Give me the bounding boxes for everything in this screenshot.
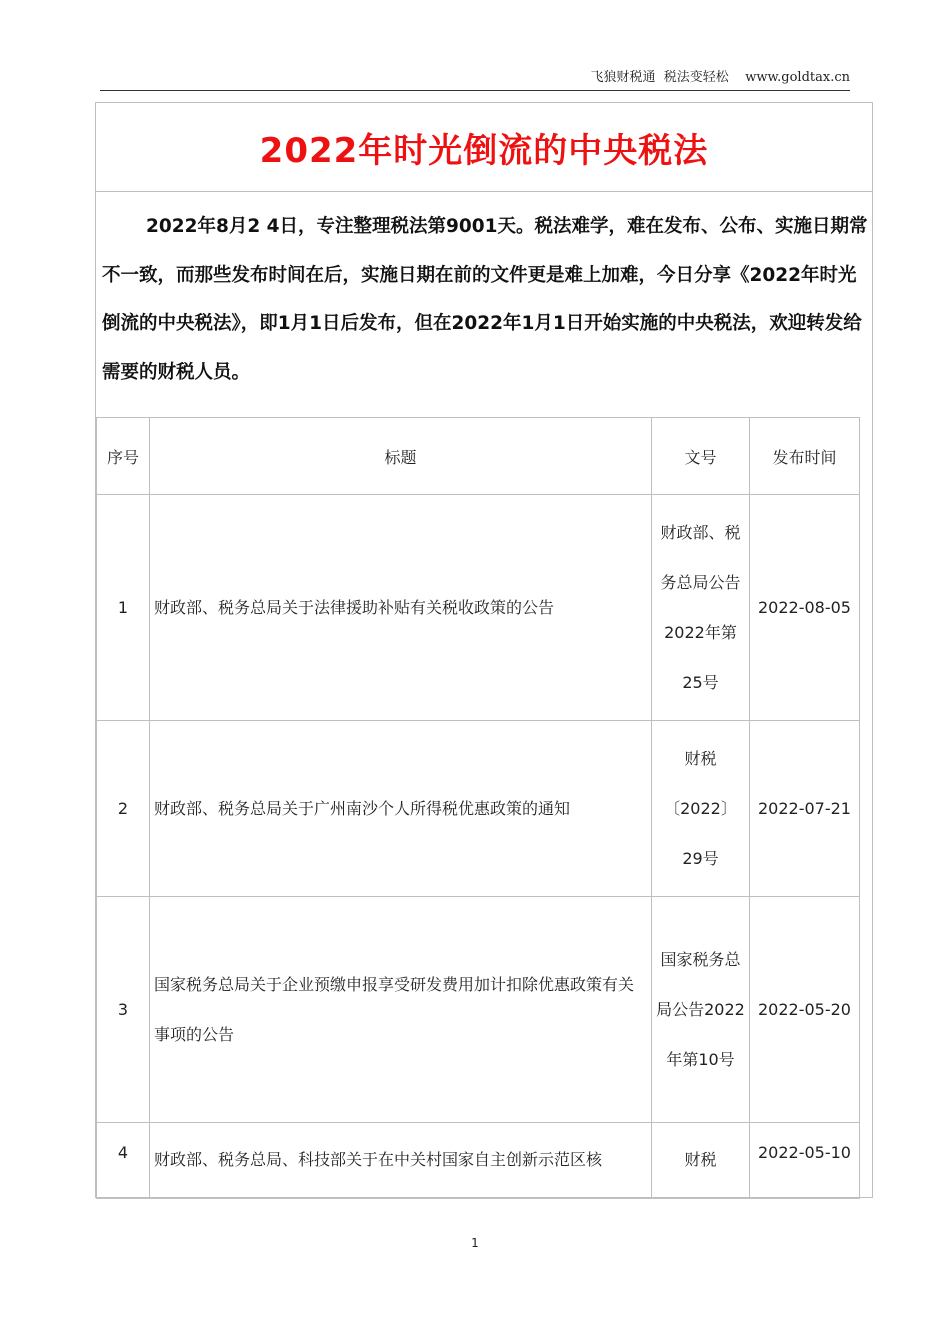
header-title: 标题 <box>150 418 652 495</box>
row-doc: 财税〔2022〕29号 <box>652 721 750 897</box>
header-brand: 飞狼财税通 <box>590 70 656 85</box>
header-slogan: 税法变轻松 <box>663 70 729 85</box>
table-row <box>97 721 860 897</box>
document-title: 2022年时光倒流的中央税法 <box>259 130 709 171</box>
row-doc: 财政部、税务总局公告2022年第25号 <box>652 495 750 721</box>
table-row <box>97 1123 860 1199</box>
header-rule <box>100 90 850 91</box>
page-header <box>590 66 850 85</box>
header-no: 序号 <box>97 418 150 495</box>
row-date: 2022-05-10 <box>750 1123 860 1199</box>
row-date: 2022-08-05 <box>750 495 860 721</box>
header-doc: 文号 <box>652 418 750 495</box>
intro-paragraph: 2022年8月2 4日，专注整理税法第9001天。税法难学，难在发布、公布、实施日期常不一致，而那些发布时间在后，实施日期在前的文件更是难上加难，今日分享《2022年时光倒流的中央税法》，即1月1日后发布，但在2022年1月1日开始实施的中央税法，欢迎转发给需要的财税人员。 <box>102 216 868 383</box>
row-date: 2022-05-20 <box>750 897 860 1123</box>
row-title: 国家税务总局关于企业预缴申报享受研发费用加计扣除优惠政策有关事项的公告 <box>150 897 652 1123</box>
title-box <box>96 103 872 192</box>
row-no: 4 <box>97 1123 150 1199</box>
row-no: 3 <box>97 897 150 1123</box>
law-table <box>96 417 860 1199</box>
row-title: 财政部、税务总局关于广州南沙个人所得税优惠政策的通知 <box>150 721 652 897</box>
header-website: www.goldtax.cn <box>745 70 850 85</box>
table-row <box>97 495 860 721</box>
row-no: 2 <box>97 721 150 897</box>
table-row <box>97 897 860 1123</box>
row-date: 2022-07-21 <box>750 721 860 897</box>
row-title: 财政部、税务总局、科技部关于在中关村国家自主创新示范区核 <box>150 1123 652 1199</box>
row-doc: 财税 <box>652 1123 750 1199</box>
page-number: 1 <box>471 1236 479 1250</box>
table-header-row <box>97 418 860 495</box>
row-no: 1 <box>97 495 150 721</box>
document-frame <box>95 102 873 1198</box>
header-date: 发布时间 <box>750 418 860 495</box>
row-title: 财政部、税务总局关于法律援助补贴有关税收政策的公告 <box>150 495 652 721</box>
row-doc: 国家税务总局公告2022年第10号 <box>652 897 750 1123</box>
